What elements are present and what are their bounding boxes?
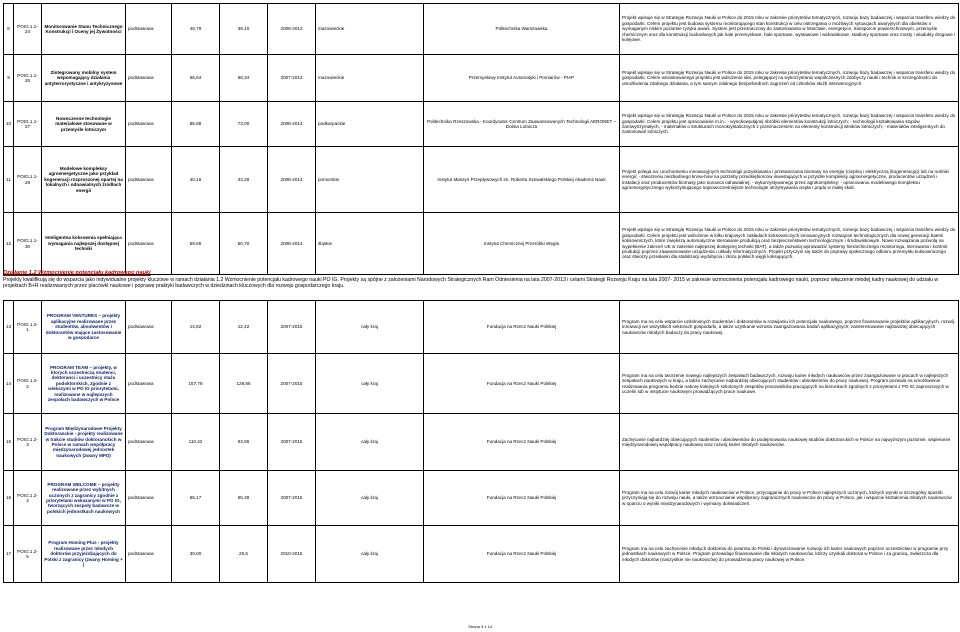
section-1-2 [3,270,958,290]
beneficiary: Fundacja na Rzecz Nauki Polskiej [424,354,620,414]
table-row [4,526,959,583]
total-value: 85,88 [172,102,220,147]
project-title: PROGRAM VENTURES – projekty aplikacyjne realizowane przez studentów, absolwentów i doktorantów mające zastosowanie w gospodarce [42,301,126,354]
eu-value: 58,34 [220,55,268,102]
project-type: podstawowa [126,526,172,583]
total-value: 65,17 [172,471,220,526]
project-period: 2008-2012 [268,4,316,55]
project-description: Projekt wpisuje się w Strategię Rozwoju Nauki w Polsce do 2015 roku w zakresie priorytetów tematycznych, rozwoju bazy badawczej i wsparcia transferu wiedzy do gospodarki. Celem wnioskowanego projektu jest wdrożenie idei, polegającej na wykorzystaniu współczesnych zdobyczy nauki i technik w szczególności do umożliwienia zdalnego działania, a tym samym zdalnego bezpośrednich zagrożeń od członków służb interwencyjnych. [620,55,959,102]
eu-value: 129,86 [220,354,268,414]
project-code: POIG.1.1-28 [14,147,42,213]
project-type: podstawowa [126,55,172,102]
projects-table-top [3,3,959,275]
region: podkarpackie [316,102,424,147]
region: pomorskie [316,147,424,213]
project-title: PROGRAM TEAM – projekty, w ktorych uczestniczą studenci, doktoranci i uczestnicy stażu podoktorskich, zgodnie z wiekszymi w PO IG priorytetami, realizowane w najlepszych zespołach badawczych w Polsce [42,354,126,414]
project-title: Zintegrowany mobilny system wspomagający działania antyterrorystyczne i antykryzysowe [42,55,126,102]
row-number: 16 [4,471,14,526]
project-code: POIG.1.1-27 [14,102,42,147]
total-value: 157,78 [172,354,220,414]
table-row [4,414,959,471]
project-period: 2010-2015 [268,526,316,583]
total-value: 30,00 [172,526,220,583]
row-number: 17 [4,526,14,583]
project-type: podstawowa [126,471,172,526]
project-period: 2007-2015 [268,301,316,354]
beneficiary: Fundacja na Rzecz Nauki Polskiej [424,414,620,471]
project-code: POIG.1.2-5 [14,526,42,583]
project-period: 2007-2013 [268,55,316,102]
beneficiary: Politechnika Rzeszowska - Koordynator Centrum Zaawansowanych Technologii AERONET – Dolina Lotnicza [424,102,620,147]
eu-value: 50,70 [220,213,268,275]
total-value: 14,62 [172,301,220,354]
projects-table-bottom [3,300,959,583]
project-period: 2007-2015 [268,471,316,526]
region: mazowieckie [316,55,424,102]
project-period: 2007-2015 [268,354,316,414]
eu-value: 55,39 [220,471,268,526]
eu-value: 12,42 [220,301,268,354]
table-row [4,55,959,102]
eu-value: 93,86 [220,414,268,471]
project-period: 2008-2014 [268,213,316,275]
eu-value: 25,5 [220,526,268,583]
project-code: POIG.1.1-30 [14,213,42,275]
eu-value: 39,10 [220,4,268,55]
project-description: Program ma na celu zachęcenie młodych doktorów do powrotu do Polski i dynamizowanie rozwoju ich karier naukowych poprzez uczestnictwo w programie przy jednostkach naukowych w Polsce. Program przewiduje finansowanie dla młodych naukowców, którzy uzyskali doktorat w Polsce i za granicą, zwłaszcza dla młodych doktorów (naszystkie nie naukowców) do prowadzenia pracy naukowej w Polsce. [620,526,959,583]
row-number: 13 [4,301,14,354]
region: cały kraj [316,301,424,354]
table-row [4,4,959,55]
project-code: POIG.1.1-24 [14,4,42,55]
beneficiary: Przemysłowy Instytut Automatyki i Pomiarów - PIAP [424,55,620,102]
project-title: PROGRAM WELCOME – projekty realizowane przez wybitnych uczonych z zagranicy zgodnie z priorytetami wskazanymi w PO IG, tworzących zespoły badawcze w polskich jednostkach naukowych [42,471,126,526]
project-title: Monitorowanie Stanu Technicznego Konstrukcji i Oceny jej Żywotności [42,4,126,55]
table-row [4,354,959,414]
beneficiary: Instytut Chemicznej Przeróbki Węgla [424,213,620,275]
project-period: 2007-2015 [268,414,316,471]
table-row [4,471,959,526]
project-period: 2008-2013 [268,102,316,147]
region: śląskie [316,213,424,275]
table-row [4,102,959,147]
project-title: Program Homing Plus - projekty realizowane przez młodych doktorów przyjeżdżających do Polski z zagranicy (zwany Homing + ) [42,526,126,583]
region: cały kraj [316,354,424,414]
project-type: podstawowa [126,102,172,147]
section-text: Projekty kwalifikują się do wsparcia jako indywidualne projekty kluczowe w ramach działania 1.2 Wzmocnienie potencjału kadrowego nauki PO IG. Projekty są spójne z założeniami Narodowych Strategicznych Ram Odniesienia na lata 2007-2013 i celami Strategii Rozwoju Kraju na lata 2007- 2015 w zakresie wzmocnienia potencjału kadrowego nauki, poprzez włączenie młodej kadry naukowej do udziału w projektach B+R realizowanych przez placówki naukowe i poprawę praktyki badawczych w dziedzinach kluczowych dla rozwoju gospodarczego kraju. [3,276,939,290]
project-code: POIG.1.2-3 [14,414,42,471]
beneficiary: Fundacja na Rzecz Nauki Polskiej [424,471,620,526]
table-row [4,213,959,275]
total-value: 40,16 [172,147,220,213]
project-description: Projekt wpisuje się w Strategię Rozwoju Nauki w Polsce do 2015 roku w zakresie priorytetów tematycznych, rozwoju bazy badawczej i wsparcia transferu wiedzy do gospodarki. Celem projektu jest wdrożenie w kilku krajowych zakładach koksowniczych innowacyjnych rozwiązań technologicznych dla nowej generacji baterii koksowniczych, które zwiększą automatyczne sterowanie produkcją oraz bezpieczeństwem technologicznym i środowiskowym. Nowe rozwiązania pozwolą na wypełnienie zaleceń UE w zakresie najlepszej dostępnej techniki (BAT), a także pozwolą wprowadzić systemy hierarchicznego monitoringu, sterowania i kontroli produkcji poprzez zaawansowane urządzenia i układy informatycznych. Projekt przyczyni się także do poprawy społecznego odbioru przemysłu koksowniczego oraz stworzy przesłanki dla stabilizacji wydobycia i złożu polskich węgli koksujących. [620,213,959,275]
table-row [4,147,959,213]
eu-value: 33,28 [220,147,268,213]
table-row [4,301,959,354]
eu-value: 73,00 [220,102,268,147]
beneficiary: Fundacja na Rzecz Nauki Polskiej [424,526,620,583]
row-number: 10 [4,102,14,147]
beneficiary: Fundacja na Rzecz Nauki Polskiej [424,301,620,354]
total-value: 46,79 [172,4,220,55]
region: mazowieckie [316,4,424,55]
row-number: 12 [4,213,14,275]
project-title: Inteligentna koksownia spełniająca wymagania najlepszej dostępnej techniki [42,213,126,275]
project-type: podstawowa [126,147,172,213]
project-description: Projekt polega na: uruchomieniu innowacyjnych technologii pozyskiwania i przetwarzania biomasy na energię (cieplną i elektryczną (kogeneracja)) lub na nośniki energii; - stworzeniu niezbędnego know-how na potrzeby przedsiębiorców inwestujących w przyszłe kompleksy agroenergetyczne, producentów urządzeń i instalacji oraz producentów biomasy jako surowca odnawialnej; - wykorzystywanego przez agrokompleksy; - opracowaniu modelowego kompleksu agroenergetycznego wykorzystującego najnowocześniejsze technologie otrzymywania ciepła i prądu w małej skali. [620,147,959,213]
project-description: Program ma na celu rozwój karier młodych naukowców w Polsce, przyciąganie do pracy w Polsce najlepszych uczonych, których wyniki w szczególny sposób przyczyniają się do rozwoju nauki, a także wzmacnianie współpracy zagranicznych naukowców do pracy w Polsce, jak i wsparcie kształcenia młodych naukowców w oparciu o wyniki międzynarodowych i wymiany doświadczeń. [620,471,959,526]
project-type: podstawowa [126,213,172,275]
project-title: Nowoczesne technologie materiałowe stosowane w przemyśle lotniczym [42,102,126,147]
project-description: Projekt wpisuje się w Strategię Rozwoju Nauki w Polsce do 2015 roku w zakresie priorytetów tematycznych, rozwoju bazy badawczej i wsparcia transferu wiedzy do gospodarki. Celem projektu jest budowa systemu monitorującego stan konstrukcji w celu ostrzegania o możliwych sytuacjach awaryjnych dla obiektów o wymaganym niskim poziomie ryzyka awarii. System jest przeznaczony do zastosowania w lotnictwie, energetyce, transporcie powierzchniowym, przemyśle chemicznym oraz dla konstrukcji budowlanych jak hale przemysłowe, hale sportowe, wystawowe i widowiskowe, stadiony sportowe oraz mosty i wiadukty drogowe i kolejowe. [620,4,959,55]
project-period: 2008-2013 [268,147,316,213]
row-number: 14 [4,354,14,414]
total-value: 59,65 [172,213,220,275]
project-code: POIG.1.2-2 [14,354,42,414]
project-code: POIG.1.2-1 [14,301,42,354]
beneficiary: Politechnika Warszawska [424,4,620,55]
total-value: 110,42 [172,414,220,471]
project-title: Modelowe kompleksy agroenergetyczne jako przykład kogeneracji rozproszonej opartej na lokalnych i odnawialnych źródłach energii [42,147,126,213]
section-heading: Działanie 1.2 Wzmocnienie potencjału kadrowego nauki [3,270,151,276]
region: cały kraj [316,414,424,471]
row-number: 11 [4,147,14,213]
beneficiary: Instytut Maszyn Przepływowych im. Roberta Szewalskiego Polskiej Akademii Nauk [424,147,620,213]
project-title: Program Międzynarodowe Projekty Doktoranckie - projekty realizowane w trakcie studiów doktoranckich w Polsce w ramach współpracy międzynarodowej jednostek naukowych (zwany MPD) [42,414,126,471]
project-description: Program ma na celu wsparcie uzdolnionych studentów i doktorantów w rozwijaniu ich potencjału naukowego, poprzez finansowanie projektów aplikacyjnych, rozwój innowacji we wszystkich sektorach gospodarki, a także uzyskanie wzrostu zaangażowania badań aplikacyjnych; zainteresowanie najbardziej obiecujących naukowców młodych badaczy do pracy naukowej. [620,301,959,354]
project-type: podstawowa [126,354,172,414]
row-number: 15 [4,414,14,471]
project-code: POIG.1.2-4 [14,471,42,526]
row-number: 8 [4,4,14,55]
region: cały kraj [316,471,424,526]
row-number: 9 [4,55,14,102]
project-description: Zachęcanie najbardziej obiecujących studentów i absolwentów do podejmowania naukowej studiów doktoranckich w Polsce na najwyższym poziomie, wspieranie międzynarodowej współpracy naukowej oraz rozwój karier młodych naukowców. [620,414,959,471]
total-value: 68,64 [172,55,220,102]
region: cały kraj [316,526,424,583]
project-description: Program ma na celu tworzenie nowego najlepszych zespołach badawczych, rozwoju karier młodych naukowców przez zaangażowanie w pracach w najlepszych zespołach naukowych w kraju, a także zachęcanie najbardziej obiecujących studentów i absolwentów do pracy naukowej. Program pozwala na umożliwienie realizowania programu będzie naborę kolejnych szkolonych zespołów pracowników pracujących na kierunkach zgodnych z priorytetami z PO IG zaproszonych w uczelni lub w instytucie naukowym prowadzących prace naukowe. [620,354,959,414]
project-type: podstawowa [126,4,172,55]
project-description: Projekt wpisuje się w Strategię Rozwoju Nauki w Polsce do 2015 roku w zakresie priorytetów tematycznych, rozwoju bazy badawczej i wsparcia transferu wiedzy do gospodarki. Celem projektu jest opracowanie m.in.: - wysokowydajnej obróbki elementów konstrukcji lotniczych; - technologii kształtowania stopów żarowytrzymałych; - materiałów o strukturach monokrystalicznych z przeznaczeniem na elementy konstrukcji silników lotniczych; - materiałów inteligentnych do zastosowań lotniczych. [620,102,959,147]
page-footer: Strona 3 z 14 [468,624,492,629]
project-code: POIG.1.1-25 [14,55,42,102]
project-type: podstawowa [126,414,172,471]
project-type: podstawowa [126,301,172,354]
